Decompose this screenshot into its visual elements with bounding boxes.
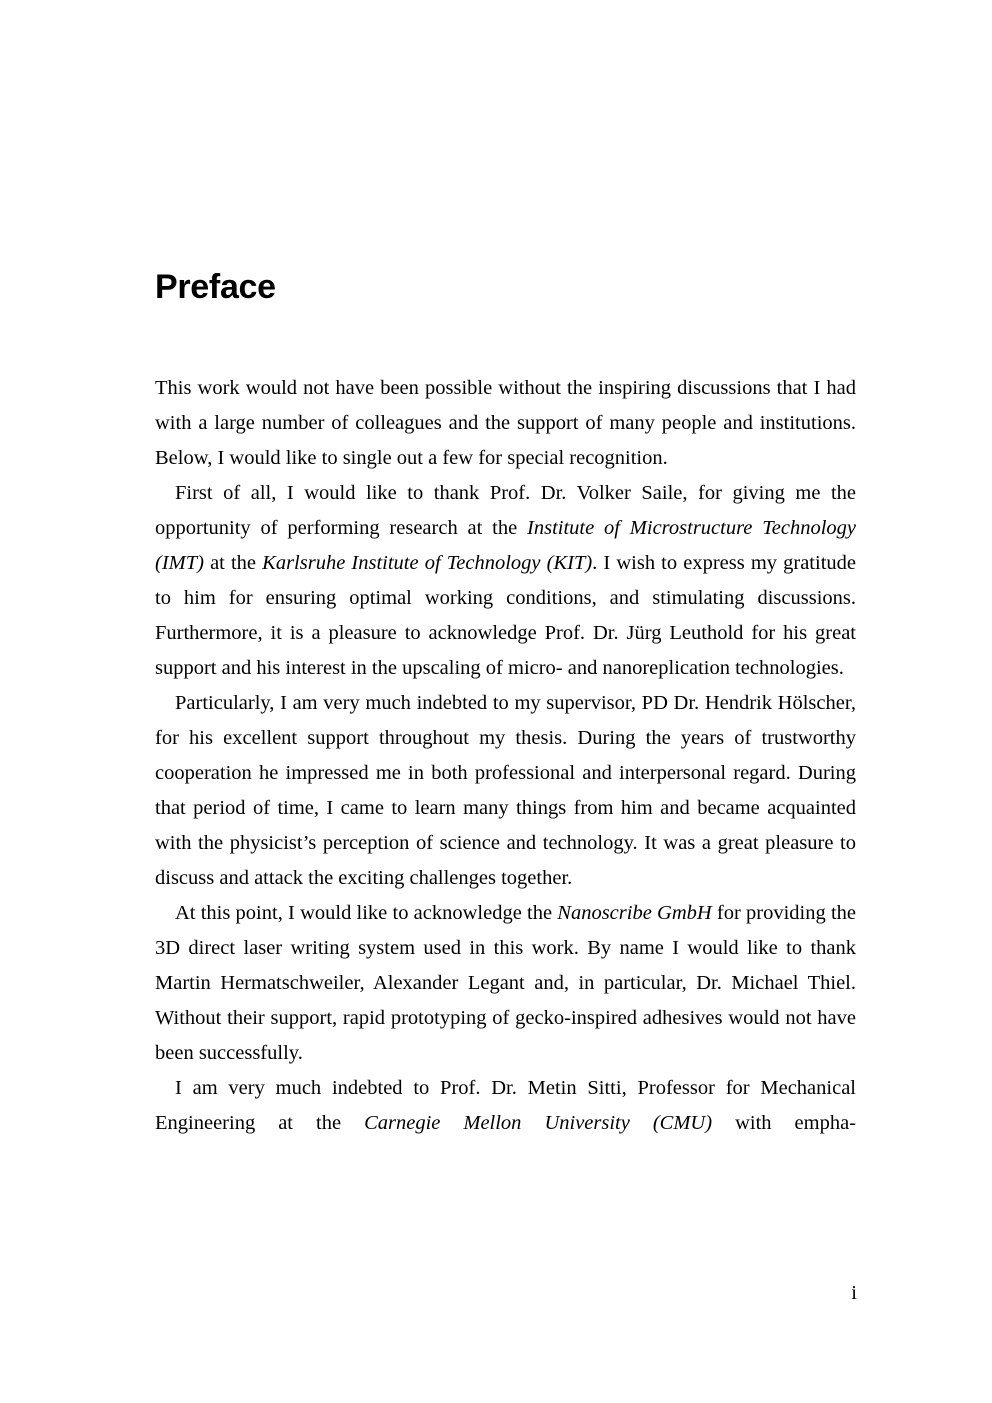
text-segment: with empha- bbox=[712, 1112, 856, 1134]
preface-body bbox=[155, 371, 856, 1141]
text-segment: at the bbox=[203, 552, 263, 574]
paragraph bbox=[155, 686, 856, 896]
text-segment: First of all, I would like to thank Prof. Dr. Volker Saile, for giving me the opportunity of performing research at the bbox=[155, 482, 856, 539]
paragraph bbox=[155, 476, 856, 686]
text-segment: for providing the 3D direct laser writing system used in this work. By name I would like to thank Martin Hermatschweiler, Alexander Legant and, in particular, Dr. Michael Thiel. Without their support, rapid prototyping of gecko-inspired adhesives would not have been successfully. bbox=[155, 902, 856, 1064]
italic-text-segment: Karlsruhe Institute of Technology (KIT) bbox=[262, 552, 593, 574]
paragraph bbox=[155, 371, 856, 476]
text-segment: Particularly, I am very much indebted to my supervisor, PD Dr. Hendrik Hölscher, for his excellent support throughout my thesis. During the years of trustworthy cooperation he impressed me in both professional and interpersonal regard. During that period of time, I came to learn many things from him and became acquainted with the physicist’s perception of science and technology. It was a great pleasure to discuss and attack the exciting challenges together. bbox=[155, 692, 856, 889]
text-segment: I am very much indebted to Prof. Dr. Metin Sitti, Professor for Mechanical Engineering at the bbox=[155, 1077, 856, 1134]
text-segment: This work would not have been possible without the inspiring discussions that I had with a large number of colleagues and the support of many people and institutions. Below, I would like to single out a few for special recognition. bbox=[155, 377, 856, 469]
italic-text-segment: Carnegie Mellon University (CMU) bbox=[364, 1112, 713, 1134]
italic-text-segment: Nanoscribe GmbH bbox=[557, 902, 712, 924]
text-segment: At this point, I would like to acknowledge the bbox=[175, 902, 558, 924]
paragraph bbox=[155, 896, 856, 1071]
text-segment: . I wish to express my gratitude to him for ensuring optimal working conditions, and stimulating discussions. Furthermore, it is a pleasure to acknowledge Prof. Dr. Jürg Leuthold for his great support and his interest in the upscaling of micro- and nanoreplication technologies. bbox=[155, 552, 856, 679]
page-number: i bbox=[851, 1282, 857, 1304]
page-title: Preface bbox=[155, 268, 276, 306]
italic-text-segment: Institute of Microstructure Technology (IMT) bbox=[155, 517, 856, 574]
paragraph bbox=[155, 1071, 856, 1141]
